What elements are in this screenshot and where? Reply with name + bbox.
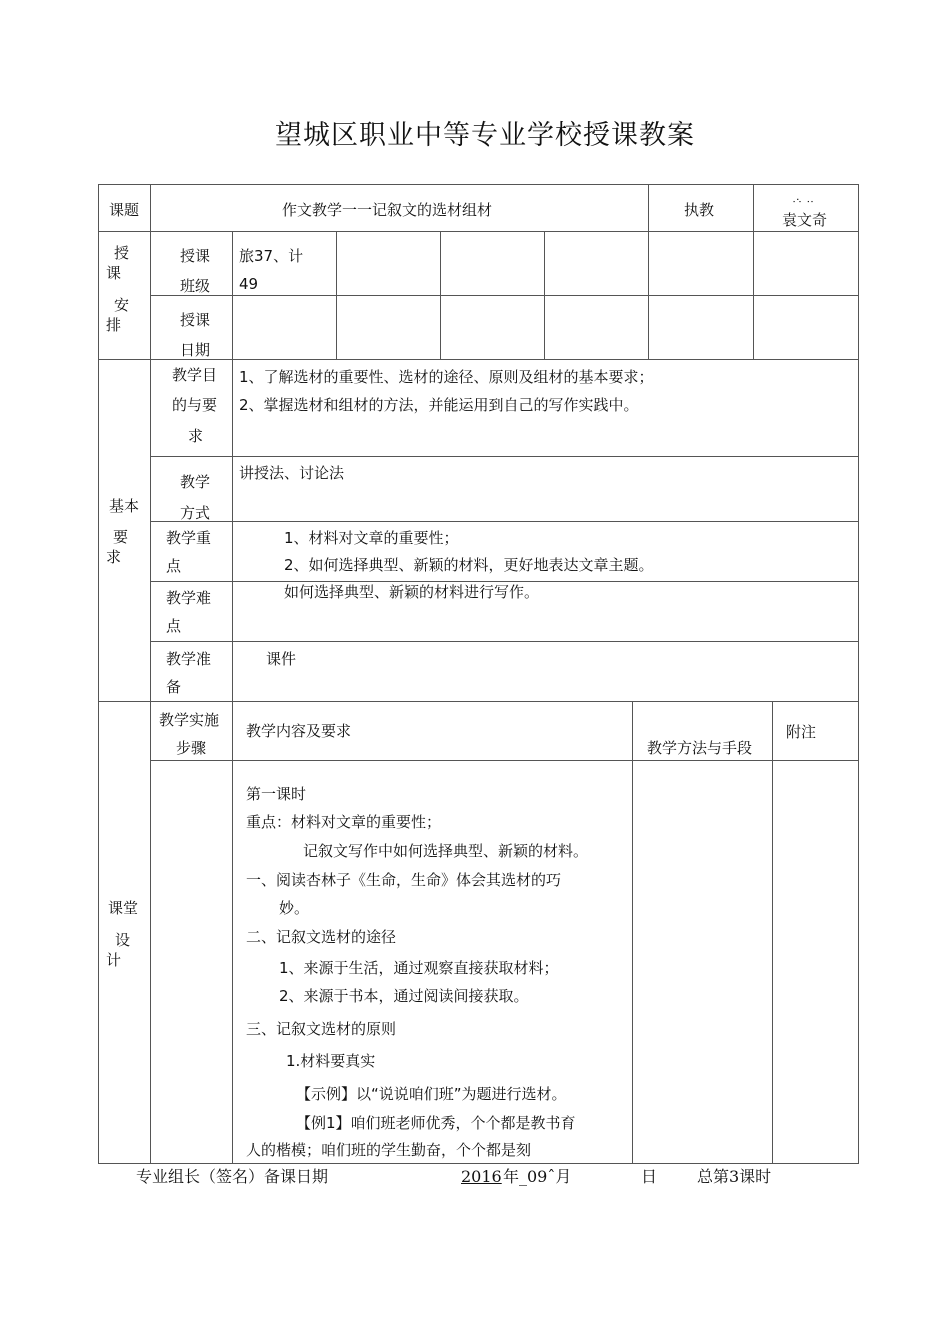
design-label-2: 设 <box>115 931 131 949</box>
requirements-label-3: 求 <box>106 548 122 566</box>
content-line: 第一课时 <box>246 785 307 803</box>
arrangement-label-4: 排 <box>106 316 122 334</box>
teacher-label: 执教 <box>684 201 715 219</box>
method-label-2: 方式 <box>180 504 211 522</box>
topic-value: 作文教学一一记叙文的选材组材 <box>282 201 493 219</box>
page-title: 望城区职业中等专业学校授课教案 <box>275 120 695 151</box>
content-line: 1、来源于生活，通过观察直接获取材料； <box>279 959 559 977</box>
requirements-label-1: 基本 <box>109 497 140 515</box>
goal-text-1: 1、了解选材的重要性、选材的途径、原则及组材的基本要求； <box>239 368 654 386</box>
content-line: 2、来源于书本，通过阅读间接获取。 <box>279 987 529 1005</box>
content-line: 二、记叙文选材的途径 <box>246 928 397 946</box>
footer-day: 日 <box>641 1167 658 1186</box>
content-line: 【示例】以“说说咱们班”为题进行选材。 <box>296 1085 567 1103</box>
content-line: 1.材料要真实 <box>286 1052 376 1070</box>
footer-leader: 专业组长（签名）备课日期 <box>136 1167 329 1186</box>
difficulty-label-2: 点 <box>166 617 182 635</box>
key-text-1: 1、材料对文章的重要性； <box>284 529 459 547</box>
arrangement-label-1: 授 <box>114 244 130 262</box>
goal-label-3: 求 <box>188 427 204 445</box>
design-label-1: 课堂 <box>108 899 139 917</box>
content-line: 记叙文写作中如何选择典型、新颖的材料。 <box>303 842 589 860</box>
key-label-1: 教学重 <box>166 529 212 547</box>
date-label-1: 授课 <box>180 311 211 329</box>
steps-label-1: 教学实施 <box>159 711 220 729</box>
arrangement-label-3: 安 <box>114 296 130 314</box>
footer-month: 年_09ˆ月 <box>503 1167 572 1186</box>
content-line: 妙。 <box>279 899 310 917</box>
key-text-2: 2、如何选择典型、新颖的材料，更好地表达文章主题。 <box>284 556 654 574</box>
difficulty-text: 如何选择典型、新颖的材料进行写作。 <box>284 583 540 601</box>
method-label-1: 教学 <box>180 473 211 491</box>
teacher-name: 袁文奇 <box>782 211 828 229</box>
design-label-3: 计 <box>106 951 122 969</box>
teacher-marks: ⠐⠑ ⠐⠂ <box>790 198 816 207</box>
goal-label-1: 教学目 <box>172 366 218 384</box>
arrangement-label-2: 课 <box>106 264 122 282</box>
key-label-2: 点 <box>166 557 182 575</box>
prep-text: 课件 <box>266 650 297 668</box>
difficulty-label-1: 教学难 <box>166 589 212 607</box>
steps-label-2: 步骤 <box>176 739 207 757</box>
content-line: 人的楷模；咱们班的学生勤奋，个个都是刻 <box>246 1141 532 1159</box>
prep-label-1: 教学准 <box>166 650 212 668</box>
content-line: 三、记叙文选材的原则 <box>246 1020 397 1038</box>
methods-header: 教学方法与手段 <box>647 739 753 757</box>
class-value-2: 49 <box>239 275 259 293</box>
requirements-label-2: 要 <box>113 528 129 546</box>
goal-text-2: 2、掌握选材和组材的方法，并能运用到自己的写作实践中。 <box>239 396 639 414</box>
topic-label: 课题 <box>109 201 140 219</box>
content-header: 教学内容及要求 <box>246 722 352 740</box>
class-label-1: 授课 <box>180 247 211 265</box>
goal-label-2: 的与要 <box>172 396 218 414</box>
content-line: 一、阅读杏林子《生命，生命》体会其选材的巧 <box>246 871 562 889</box>
footer-total: 总第3课时 <box>697 1167 772 1186</box>
date-label-2: 日期 <box>180 341 211 359</box>
notes-header: 附注 <box>786 723 817 741</box>
class-label-2: 班级 <box>180 277 211 295</box>
content-line: 重点：材料对文章的重要性； <box>246 813 442 831</box>
prep-label-2: 备 <box>166 678 182 696</box>
class-value-1: 旅37、计 <box>239 247 304 265</box>
footer-year: 2016 <box>461 1167 502 1186</box>
content-line: 【例1】咱们班老师优秀，个个都是教书育 <box>296 1114 576 1132</box>
method-text: 讲授法、讨论法 <box>239 464 345 482</box>
